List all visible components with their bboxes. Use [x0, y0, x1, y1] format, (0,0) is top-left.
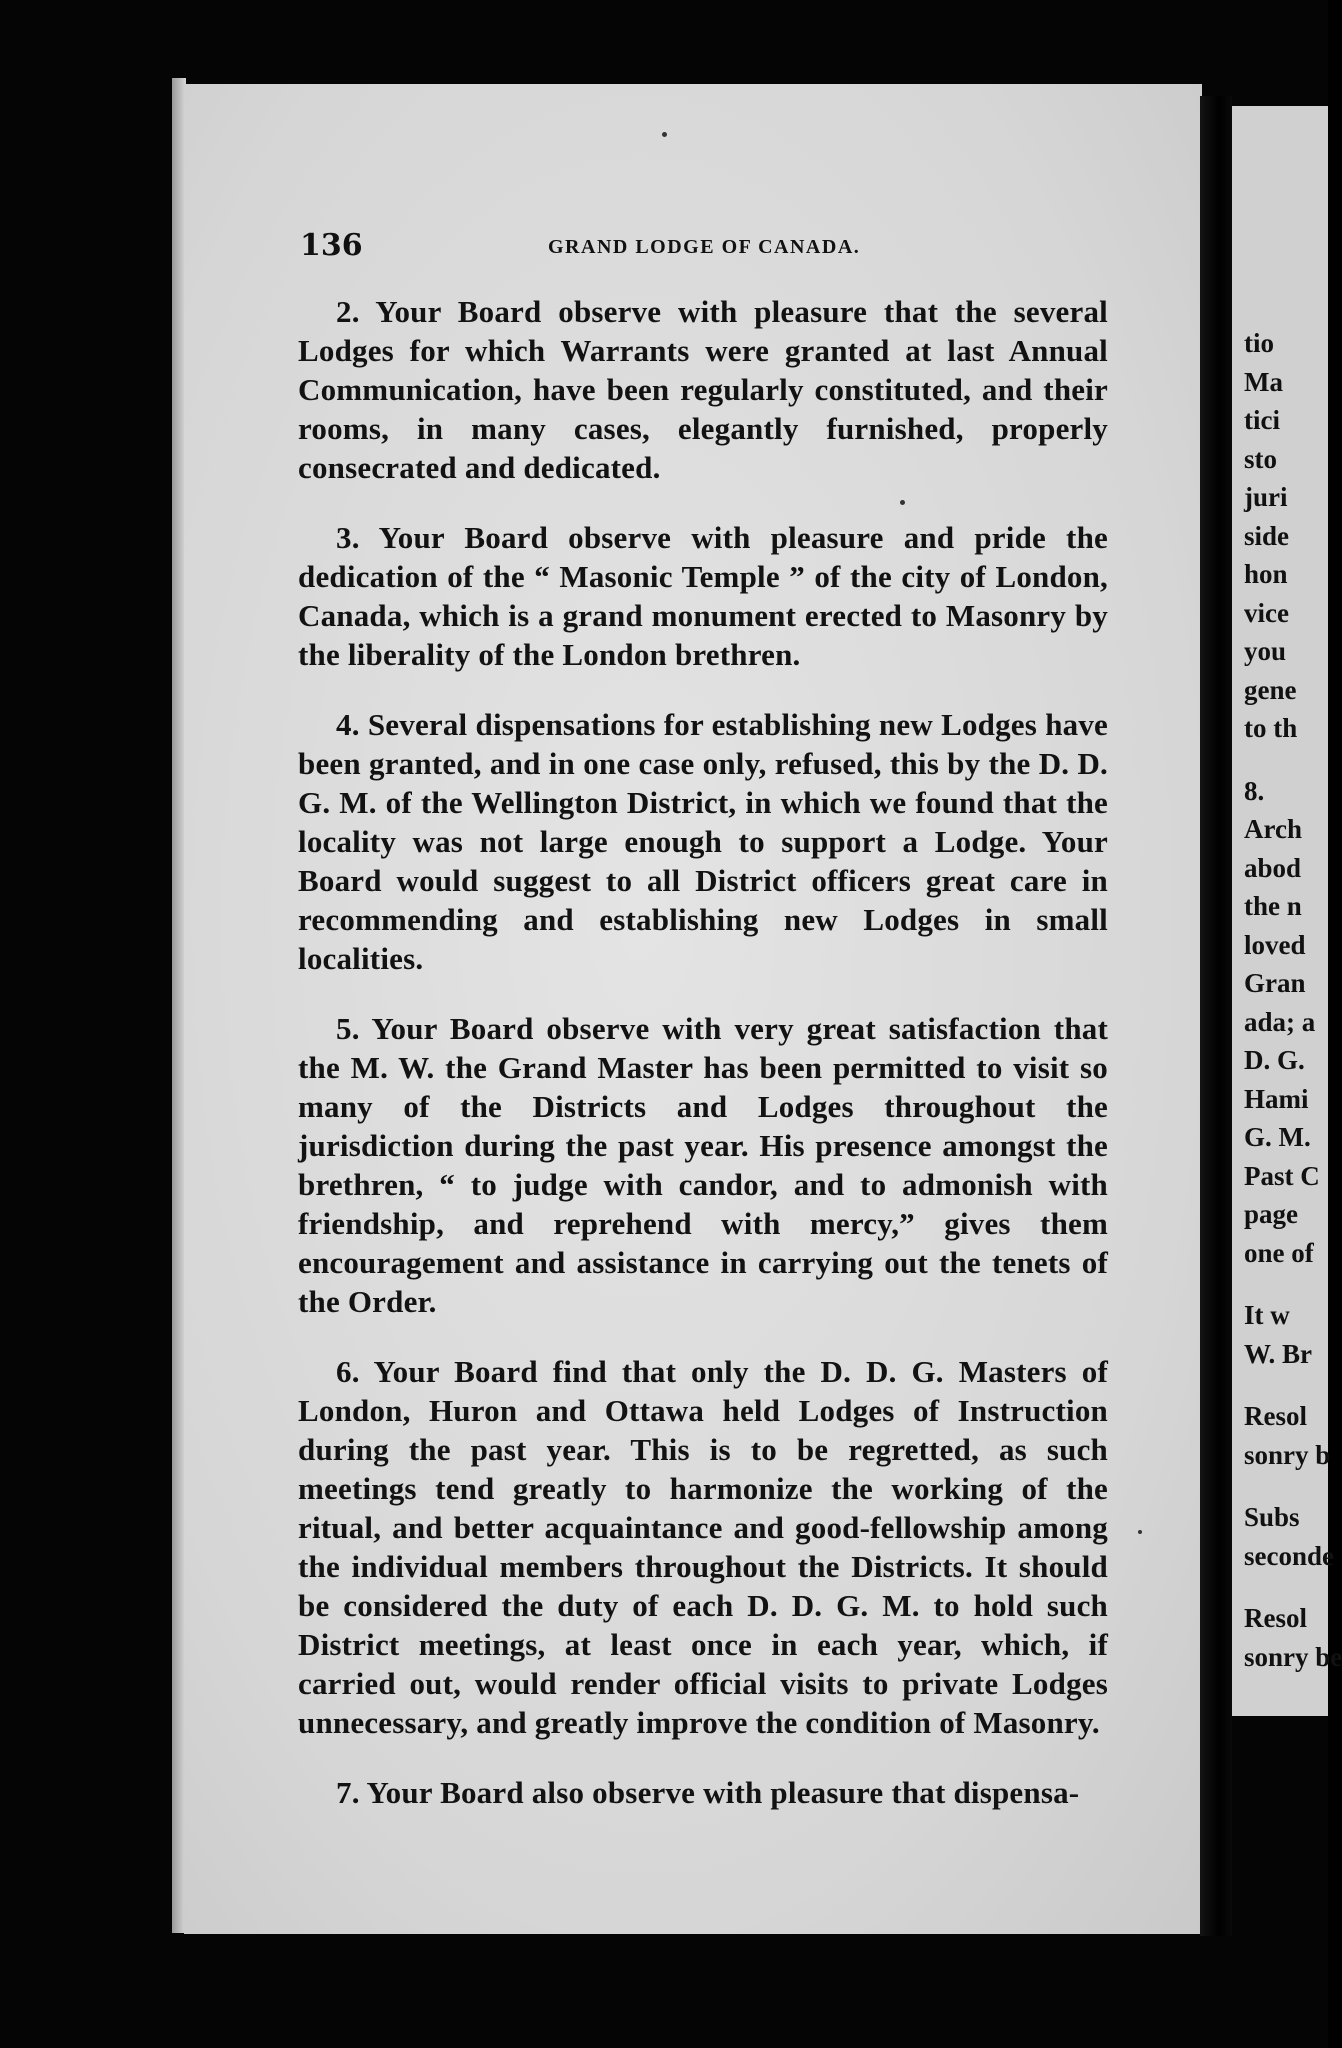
- paragraph-2: [298, 292, 1108, 487]
- facing-page-line: Subs: [1244, 1502, 1300, 1532]
- facing-page-line: [1244, 1474, 1334, 1498]
- paragraph-number: 4.: [336, 707, 360, 742]
- facing-page-line: Ma: [1244, 366, 1283, 397]
- running-head: GRAND LODGE OF CANADA.: [548, 236, 861, 258]
- paragraph-text: Your Board observe with pleasure and pride the dedication of the “ Masonic Temple ” of the city of London, Canada, which is a grand monument erected to Masonry by the liberality of the London brethren.: [298, 520, 1108, 672]
- facing-page: [1232, 106, 1342, 1716]
- facing-page-line: Past C: [1244, 1160, 1320, 1191]
- facing-page-line: Gran: [1244, 968, 1306, 998]
- facing-page-line: 8.: [1244, 775, 1265, 806]
- paragraph-text: Several dispensations for establishing new Lodges have been granted, and in one case only, refused, this by the D. D. G. M. of the Wellington District, in which we found that the locality was not large enough to support a Lodge. Your Board would suggest to all District officers great care in recommending and establishing new Lodges in small localities.: [298, 707, 1108, 976]
- paragraph-3: [298, 518, 1108, 674]
- facing-page-line: vice: [1244, 597, 1289, 628]
- facing-page-line: gene: [1244, 674, 1297, 705]
- paragraph-text: Your Board find that only the D. D. G. Masters of London, Huron and Ottawa held Lodges of Instruction during the past year. This is to be regretted, as such meetings tend greatly to harmonize the working of the ritual, and better acquaintance and good-fellowship among the individual members throughout the Districts. It should be considered the duty of each D. D. G. M. to hold such District meetings, at least once in each year, which, if carried out, would render official visits to private Lodges unnecessary, and greatly improve the condition of Masonry.: [298, 1354, 1108, 1740]
- paragraph-number: 2.: [336, 294, 360, 329]
- facing-page-line: tici: [1244, 405, 1280, 435]
- facing-page-line: to th: [1244, 713, 1298, 743]
- facing-page-line: Resol: [1244, 1603, 1307, 1633]
- paragraph-text: Your Board observe with pleasure that the several Lodges for which Warrants were granted at last Annual Communication, have been regularly constituted, and their rooms, in many cases, elegantly furnished, properly consecrated and dedicated.: [298, 294, 1108, 485]
- facing-page-line: ada; a: [1244, 1006, 1316, 1037]
- facing-page-line: Arch: [1244, 814, 1302, 844]
- paragraph-text: Your Board also observe with pleasure that dispensa-: [366, 1775, 1080, 1810]
- facing-page-line: one of: [1244, 1237, 1314, 1268]
- facing-page-line: loved: [1244, 929, 1306, 960]
- facing-page-line: hon: [1244, 559, 1288, 589]
- paper-speck: [900, 500, 905, 505]
- paragraph-text: Your Board observe with very great satisfaction that the M. W. the Grand Master has been permitted to visit so many of the Districts and Lodges throughout the jurisdiction during the past year. His presence amongst the brethren, “ to judge with candor, and to admonish with friendship, and reprehend with mercy,” gives them encouragement and assistance in carrying out the tenets of the Order.: [298, 1011, 1108, 1319]
- facing-page-line: D. G.: [1244, 1045, 1305, 1075]
- facing-page-line: tio: [1244, 328, 1274, 358]
- facing-page-line: [1244, 1575, 1334, 1599]
- facing-page-line: seconde: [1244, 1540, 1334, 1571]
- page-header: [300, 228, 1180, 268]
- facing-page-line: page: [1244, 1199, 1298, 1229]
- paper-speck: [1138, 1530, 1142, 1534]
- facing-page-text: [1244, 324, 1342, 1676]
- facing-page-line: abod: [1244, 852, 1302, 883]
- paragraph-number: 3.: [336, 520, 360, 555]
- facing-page-line: W. Br: [1244, 1338, 1313, 1369]
- book-gutter: [1200, 96, 1232, 1936]
- facing-page-line: side: [1244, 520, 1290, 551]
- paragraph-number: 7.: [336, 1775, 360, 1810]
- facing-page-line: you: [1244, 636, 1287, 666]
- paragraph-5: [298, 1009, 1108, 1321]
- paragraph-number: 6.: [336, 1354, 360, 1389]
- facing-page-line: juri: [1244, 482, 1288, 512]
- facing-page-line: Resol: [1244, 1401, 1307, 1431]
- page-body: [298, 292, 1108, 1843]
- paragraph-7: [298, 1773, 1108, 1812]
- facing-page-line: Hami: [1244, 1083, 1309, 1114]
- paragraph-6: [298, 1352, 1108, 1742]
- paper-speck: [662, 132, 667, 137]
- facing-page-line: It w: [1244, 1300, 1290, 1330]
- facing-page-line: sonry be: [1244, 1641, 1342, 1672]
- facing-page-line: [1244, 748, 1334, 772]
- facing-page-line: the n: [1244, 891, 1302, 921]
- paragraph-4: [298, 705, 1108, 978]
- page-number: 136: [300, 228, 363, 263]
- facing-page-line: [1244, 1272, 1334, 1296]
- facing-page-line: G. M.: [1244, 1122, 1311, 1152]
- facing-page-line: [1244, 1373, 1334, 1397]
- paragraph-number: 5.: [336, 1011, 360, 1046]
- facing-page-line: sto: [1244, 443, 1277, 474]
- facing-page-line: sonry b: [1244, 1439, 1331, 1470]
